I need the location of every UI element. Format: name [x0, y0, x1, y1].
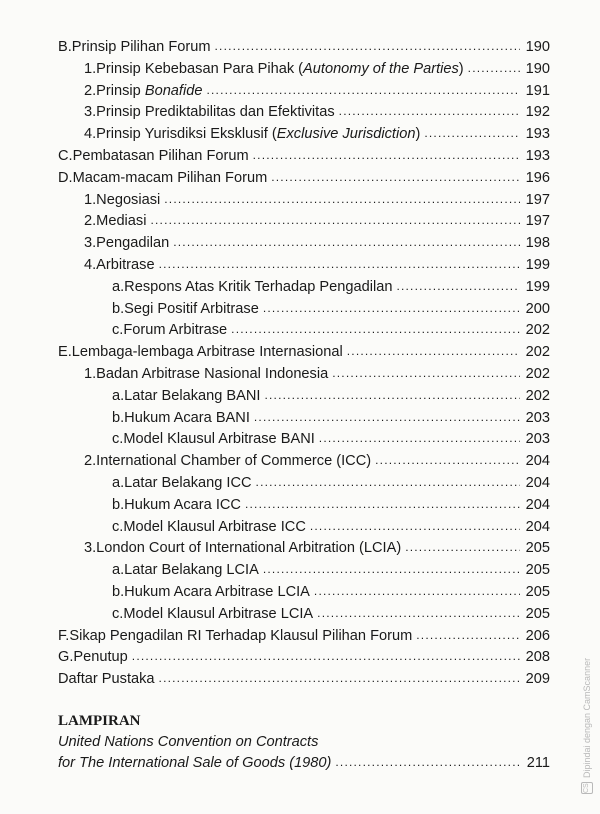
toc-marker: F.	[58, 627, 70, 644]
toc-title: Prinsip Pilihan Forum	[71, 39, 211, 55]
dot-leader	[231, 319, 519, 341]
toc-entry[interactable]	[58, 386, 550, 408]
toc-entry[interactable]	[58, 124, 550, 146]
watermark-text: Dipindai dengan CamScanner	[582, 657, 592, 778]
toc-page-number: 199	[525, 278, 550, 295]
toc-page-number: 205	[525, 540, 550, 557]
dot-leader	[263, 298, 520, 320]
toc-page-number: 211	[526, 754, 550, 771]
toc-title: Respons Atas Kritik Terhadap Pengadilan	[124, 278, 393, 295]
toc-marker: a.	[112, 387, 125, 404]
toc-marker: E.	[58, 344, 72, 361]
toc-marker: D.	[58, 169, 73, 186]
dot-leader	[256, 472, 520, 494]
toc-title: Prinsip Yurisdiksi Eksklusif (Exclusive Jurisdiction)	[96, 126, 421, 143]
toc-page-number: 204	[525, 474, 550, 491]
dot-leader	[263, 559, 520, 581]
toc-title: Forum Arbitrase	[123, 322, 228, 339]
toc-marker: 1.	[84, 60, 97, 77]
dot-leader	[271, 167, 519, 189]
dot-leader	[264, 385, 519, 407]
toc-entry[interactable]	[58, 473, 550, 495]
lampiran-title-line1: United Nations Convention on Contracts	[58, 733, 319, 750]
toc-entry[interactable]	[58, 146, 550, 168]
toc-title: Mediasi	[96, 213, 147, 230]
toc-page-number: 203	[525, 409, 550, 426]
toc-page-number: 191	[525, 82, 550, 99]
toc-entry[interactable]	[58, 190, 550, 212]
toc-entry[interactable]	[58, 255, 550, 277]
toc-marker: 2.	[84, 213, 97, 230]
toc-marker: c.	[112, 431, 124, 448]
toc-title: Negosiasi	[96, 191, 161, 208]
toc-page-number: 205	[525, 562, 550, 579]
toc-entry[interactable]	[58, 495, 550, 517]
toc-title: Prinsip Bonafide	[96, 82, 203, 99]
toc-page-number: 202	[525, 322, 550, 339]
toc-page-number: 193	[525, 126, 550, 143]
toc-page-number: 205	[525, 583, 550, 600]
toc-page-number: 203	[525, 431, 550, 448]
toc-marker: 4.	[84, 126, 97, 143]
toc-title: Sikap Pengadilan RI Terhadap Klausul Pilihan Forum	[69, 627, 413, 644]
dot-leader	[164, 189, 519, 211]
dot-leader	[332, 363, 519, 385]
dot-leader	[173, 232, 519, 254]
toc-marker: 2.	[84, 82, 97, 99]
toc-title: Prinsip Kebebasan Para Pihak (Autonomy of the Parties)	[96, 60, 464, 77]
dot-leader	[317, 603, 519, 625]
toc-page-number: 192	[525, 104, 550, 121]
toc-entry[interactable]	[58, 451, 550, 473]
toc-title: Hukum Acara Arbitrase LCIA	[124, 583, 310, 600]
dot-leader	[405, 537, 519, 559]
toc-entry[interactable]	[58, 102, 550, 124]
toc-title: International Chamber of Commerce (ICC)	[96, 453, 372, 470]
toc-title: Pembatasan Pilihan Forum	[72, 147, 249, 164]
toc-page-number: 204	[525, 496, 550, 513]
toc-page-number: 197	[525, 213, 550, 230]
lampiran-heading: LAMPIRAN	[58, 712, 141, 729]
toc-page-number: 206	[525, 627, 550, 644]
toc-entry[interactable]	[58, 538, 550, 560]
toc-entry[interactable]	[58, 277, 550, 299]
toc-marker: b.	[112, 409, 125, 426]
toc-title: London Court of International Arbitration (LCIA)	[96, 540, 402, 557]
toc-title: Daftar Pustaka	[58, 671, 155, 688]
toc-marker: a.	[112, 278, 125, 295]
toc-marker: 1.	[84, 365, 97, 382]
toc-page-number: 205	[525, 605, 550, 622]
toc-entry[interactable]	[58, 753, 550, 775]
toc-title: Prinsip Prediktabilitas dan Efektivitas	[96, 104, 335, 121]
toc-title: Macam-macam Pilihan Forum	[72, 169, 268, 186]
toc-marker: c.	[112, 605, 124, 622]
toc-entry[interactable]	[58, 59, 550, 81]
toc-entry[interactable]	[58, 320, 550, 342]
toc-title: Model Klausul Arbitrase LCIA	[123, 605, 314, 622]
toc-title: Hukum Acara ICC	[124, 496, 241, 513]
toc-page-number: 204	[525, 453, 550, 470]
camscanner-watermark	[580, 624, 594, 794]
toc-page-number: 197	[525, 191, 550, 208]
toc-title: Hukum Acara BANI	[124, 409, 250, 426]
dot-leader	[347, 341, 520, 363]
dot-leader	[339, 101, 520, 123]
camscanner-logo-icon: CS	[581, 782, 593, 794]
dot-leader	[424, 123, 519, 145]
toc-entry[interactable]	[58, 81, 550, 103]
toc-entry[interactable]	[58, 604, 550, 626]
dot-leader	[310, 516, 520, 538]
toc-page-number: 198	[525, 235, 550, 252]
toc-entry[interactable]	[58, 408, 550, 430]
toc-title: Pengadilan	[96, 235, 170, 252]
dot-leader	[396, 276, 519, 298]
toc-entry[interactable]	[58, 560, 550, 582]
toc-page-number: 193	[525, 147, 550, 164]
toc-page-number: 208	[525, 649, 550, 666]
dot-leader	[319, 428, 520, 450]
toc-title: Badan Arbitrase Nasional Indonesia	[96, 365, 329, 382]
toc-page-number: 200	[525, 300, 550, 317]
dot-leader	[335, 752, 520, 774]
toc-title: Arbitrase	[96, 256, 155, 273]
toc-title: Latar Belakang LCIA	[124, 562, 259, 579]
toc-marker: a.	[112, 474, 125, 491]
dot-leader	[416, 625, 519, 647]
dot-leader	[159, 668, 520, 690]
toc-entry[interactable]	[58, 37, 550, 59]
toc-title: Segi Positif Arbitrase	[124, 300, 259, 317]
toc-entry[interactable]	[58, 429, 550, 451]
toc-entry[interactable]	[58, 299, 550, 321]
toc-entry[interactable]	[58, 342, 550, 364]
toc-entry[interactable]	[58, 168, 550, 190]
toc-entry[interactable]	[58, 233, 550, 255]
toc-page-number: 202	[525, 387, 550, 404]
dot-leader	[150, 210, 519, 232]
toc-marker: a.	[112, 562, 125, 579]
toc-page-number: 202	[525, 365, 550, 382]
toc-page-number: 199	[525, 256, 550, 273]
toc-marker: G.	[58, 649, 74, 666]
dot-leader	[215, 36, 520, 58]
dot-leader	[253, 145, 520, 167]
toc-page-number: 196	[525, 169, 550, 186]
toc-page-number: 202	[525, 344, 550, 361]
dot-leader	[206, 80, 519, 102]
toc-title: Lembaga-lembaga Arbitrase Internasional	[71, 344, 343, 361]
toc-entry[interactable]	[58, 211, 550, 233]
toc-title: Model Klausul Arbitrase BANI	[123, 431, 315, 448]
dot-leader	[375, 450, 520, 472]
toc-marker: c.	[112, 322, 124, 339]
toc-entry[interactable]	[58, 626, 550, 648]
dot-leader	[159, 254, 520, 276]
dot-leader	[245, 494, 520, 516]
toc-page-number: 190	[525, 39, 550, 55]
toc-page-number: 209	[525, 671, 550, 688]
lampiran-title-line2: for The International Sale of Goods (1980)	[58, 754, 332, 771]
toc-title: Latar Belakang ICC	[124, 474, 252, 491]
toc-marker: 1.	[84, 191, 97, 208]
toc-marker: b.	[112, 583, 125, 600]
toc-title: Model Klausul Arbitrase ICC	[123, 518, 306, 535]
toc-marker: 3.	[84, 540, 97, 557]
toc-entry[interactable]	[58, 669, 550, 691]
toc-title: Penutup	[73, 649, 128, 666]
toc-marker: 3.	[84, 235, 97, 252]
toc-marker: 3.	[84, 104, 97, 121]
toc-entry[interactable]	[58, 364, 550, 386]
toc-marker: C.	[58, 147, 73, 164]
toc-page-number: 204	[525, 518, 550, 535]
toc-entry[interactable]	[58, 582, 550, 604]
toc-entry[interactable]	[58, 517, 550, 539]
dot-leader	[132, 646, 520, 668]
toc-marker: 2.	[84, 453, 97, 470]
toc-marker: b.	[112, 496, 125, 513]
dot-leader	[314, 581, 520, 603]
table-of-contents	[58, 37, 550, 775]
toc-marker: B.	[58, 39, 72, 55]
toc-marker: b.	[112, 300, 125, 317]
toc-page-number: 190	[525, 60, 550, 77]
section-gap	[58, 691, 550, 710]
toc-title: Latar Belakang BANI	[124, 387, 261, 404]
dot-leader	[468, 58, 520, 80]
toc-entry[interactable]	[58, 647, 550, 669]
toc-marker: c.	[112, 518, 124, 535]
toc-marker: 4.	[84, 256, 97, 273]
dot-leader	[254, 407, 520, 429]
